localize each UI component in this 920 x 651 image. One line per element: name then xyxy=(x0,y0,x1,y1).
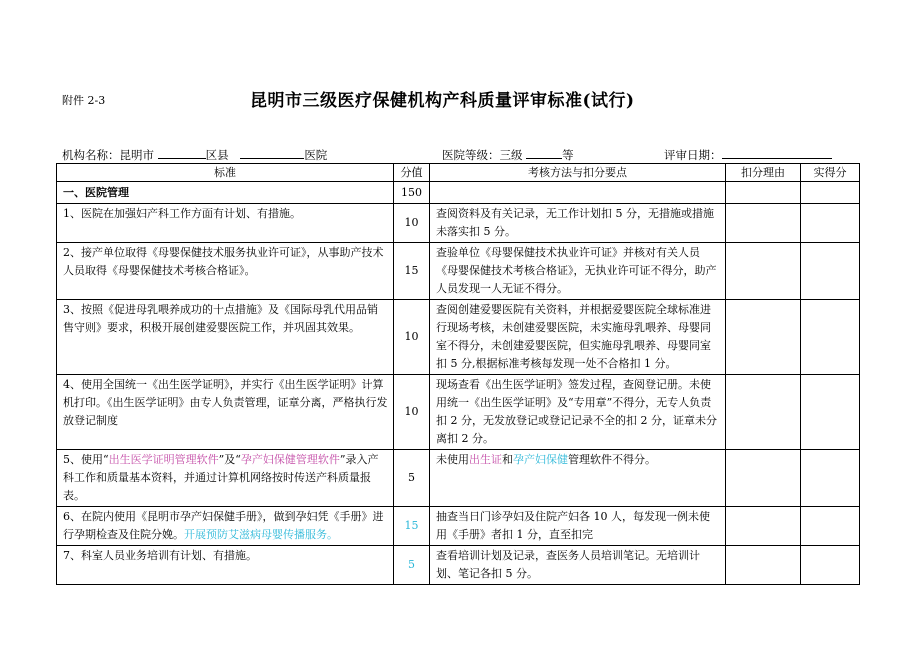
section-method xyxy=(430,182,726,204)
birth-cert-software-text: 出生医学证明管理软件 xyxy=(108,453,219,466)
header-standard: 标准 xyxy=(57,164,394,182)
row-3-reason-cell[interactable] xyxy=(726,300,801,375)
row-3-method: 查阅创建爱婴医院有关资料，并根据爱婴医院全球标准进行现场考核，未创建爱婴医院，未实施母乳喂养、母婴同室不得分，未创建爱婴医院，但实施母乳喂养、母婴同室扣 5 分,根据标准考核每发现一处不合格扣 1 分。 xyxy=(430,300,726,375)
section-actual-cell[interactable] xyxy=(801,182,860,204)
date-label: 评审日期： xyxy=(664,148,722,162)
hospital-label: 医院 xyxy=(304,148,328,162)
section-title: 一、医院管理 xyxy=(57,182,394,204)
header-actual: 实得分 xyxy=(801,164,860,182)
county-label: 区县 xyxy=(205,148,229,162)
row-3-actual-cell[interactable] xyxy=(801,300,860,375)
page-title: 昆明市三级医疗保健机构产科质量评审标准(试行) xyxy=(250,91,635,111)
row-3-score: 10 xyxy=(394,300,430,375)
header-method: 考核方法与扣分要点 xyxy=(430,164,726,182)
evaluation-table xyxy=(56,163,860,585)
row-6-score: 15 xyxy=(394,507,430,546)
row-5-method xyxy=(430,450,726,507)
row-5-reason-cell[interactable] xyxy=(726,450,801,507)
row-2-method: 查验单位《母婴保健技术执业许可证》并核对有关人员《母婴保健技术考核合格证》，无执业许可证不得分，助产人员发现一人无证不得分。 xyxy=(430,243,726,300)
row-5-standard-a: 5、使用“ xyxy=(63,453,109,466)
level-blank[interactable] xyxy=(526,147,562,159)
row-2-actual-cell[interactable] xyxy=(801,243,860,300)
row-1-actual-cell[interactable] xyxy=(801,204,860,243)
row-1-standard: 1、医院在加强妇产科工作方面有计划、有措施。 xyxy=(57,204,394,243)
row-5-standard-c: ”及“ xyxy=(218,453,241,466)
table-row xyxy=(57,546,860,585)
row-2-reason-cell[interactable] xyxy=(726,243,801,300)
level-field xyxy=(442,147,574,163)
maternal-care-text: 孕产妇保健 xyxy=(513,453,568,466)
birth-cert-text: 出生证 xyxy=(469,453,502,466)
org-name-label: 机构名称：昆明市 xyxy=(62,148,154,162)
row-1-reason-cell[interactable] xyxy=(726,204,801,243)
table-row xyxy=(57,243,860,300)
row-4-reason-cell[interactable] xyxy=(726,375,801,450)
row-7-actual-cell[interactable] xyxy=(801,546,860,585)
row-6-reason-cell[interactable] xyxy=(726,507,801,546)
section-row xyxy=(57,182,860,204)
table-row xyxy=(57,450,860,507)
row-7-standard: 7、科室人员业务培训有计划、有措施。 xyxy=(57,546,394,585)
date-field xyxy=(664,147,832,163)
row-5-method-c: 和 xyxy=(502,453,513,466)
header-reason: 扣分理由 xyxy=(726,164,801,182)
section-reason-cell[interactable] xyxy=(726,182,801,204)
header-score: 分值 xyxy=(394,164,430,182)
section-score: 150 xyxy=(394,182,430,204)
row-6-standard-text: 6、在院内使用《昆明市孕产妇保健手册》，做到孕妇凭《手册》进行孕期检查及住院分娩。 xyxy=(63,510,384,541)
county-blank[interactable] xyxy=(158,147,206,159)
row-6-standard xyxy=(57,507,394,546)
row-6-actual-cell[interactable] xyxy=(801,507,860,546)
row-2-score: 15 xyxy=(394,243,430,300)
row-5-score: 5 xyxy=(394,450,430,507)
hospital-blank[interactable] xyxy=(240,147,304,159)
table-row xyxy=(57,204,860,243)
row-5-method-a: 未使用 xyxy=(436,453,469,466)
maternal-software-text: 孕产妇保健管理软件 xyxy=(240,453,340,466)
row-5-standard-e: ”录入产科工作和质量基本资料，并通过计算机网络按时传送产科质量报表。 xyxy=(63,453,379,502)
row-5-method-e: 管理软件不得分。 xyxy=(568,453,656,466)
row-5-actual-cell[interactable] xyxy=(801,450,860,507)
row-1-method: 查阅资料及有关记录，无工作计划扣 5 分，无措施或措施未落实扣 5 分。 xyxy=(430,204,726,243)
row-5-standard xyxy=(57,450,394,507)
table-row xyxy=(57,507,860,546)
row-4-score: 10 xyxy=(394,375,430,450)
row-4-method: 现场查看《出生医学证明》签发过程，查阅登记册。未使用统一《出生医学证明》及“专用章”不得分，无专人负责扣 2 分，无发放登记或登记记录不全的扣 2 分，证章未分离扣 2 分。 xyxy=(430,375,726,450)
row-7-method: 查看培训计划及记录，查医务人员培训笔记。无培训计划、笔记各扣 5 分。 xyxy=(430,546,726,585)
level-label: 医院等级：三级 xyxy=(442,148,523,162)
hiv-prevention-text: 开展预防艾滋病母婴传播服务。 xyxy=(184,528,338,541)
row-3-standard: 3、按照《促进母乳喂养成功的十点措施》及《国际母乳代用品销售守则》要求，积极开展创建爱婴医院工作，并巩固其效果。 xyxy=(57,300,394,375)
org-name-field xyxy=(62,147,327,163)
date-blank[interactable] xyxy=(722,147,832,159)
table-header-row xyxy=(57,164,860,182)
row-2-standard: 2、接产单位取得《母婴保健技术服务执业许可证》，从事助产技术人员取得《母婴保健技术考核合格证》。 xyxy=(57,243,394,300)
level-suffix: 等 xyxy=(562,148,574,162)
attachment-label: 附件 2-3 xyxy=(62,94,106,107)
row-4-actual-cell[interactable] xyxy=(801,375,860,450)
row-7-reason-cell[interactable] xyxy=(726,546,801,585)
table-row xyxy=(57,375,860,450)
row-4-standard: 4、使用全国统一《出生医学证明》，并实行《出生医学证明》计算机打印。《出生医学证明》由专人负责管理，证章分离，严格执行发放登记制度 xyxy=(57,375,394,450)
row-1-score: 10 xyxy=(394,204,430,243)
row-7-score: 5 xyxy=(394,546,430,585)
row-6-method: 抽查当日门诊孕妇及住院产妇各 10 人，每发现一例未使用《手册》者扣 1 分，直至扣完 xyxy=(430,507,726,546)
table-row xyxy=(57,300,860,375)
